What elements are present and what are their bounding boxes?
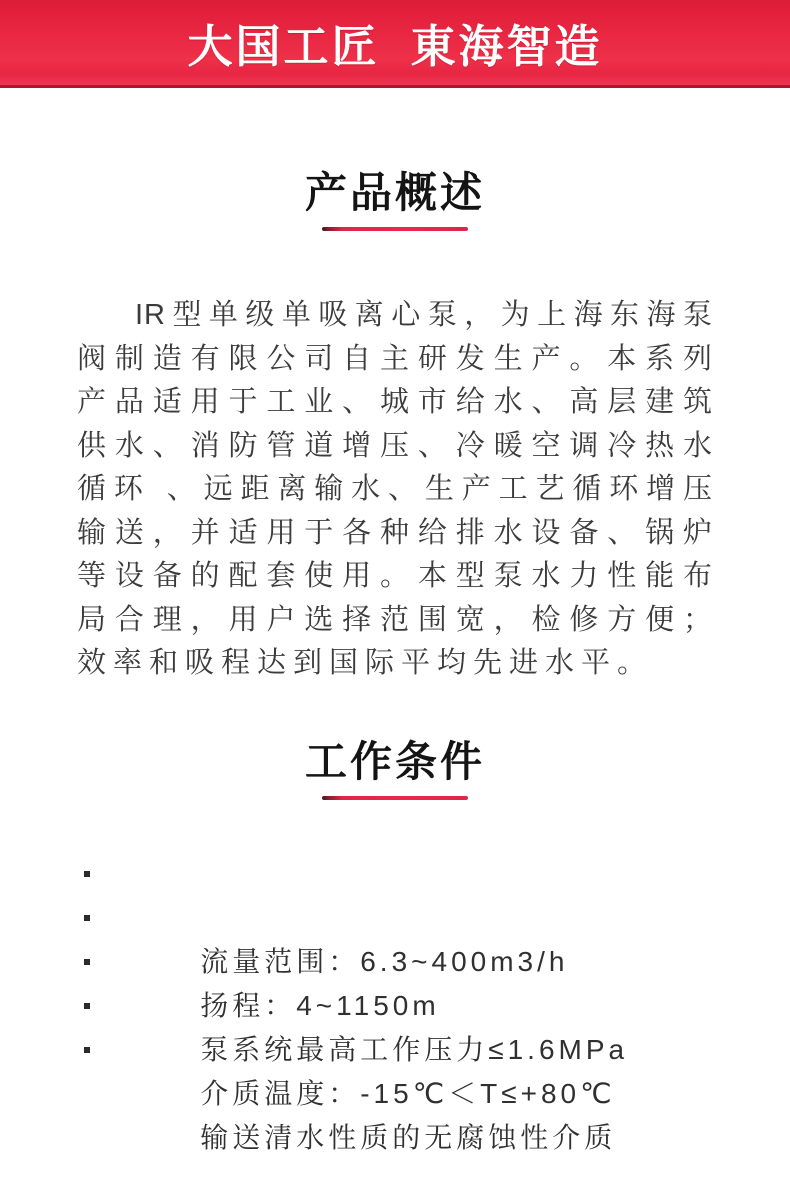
condition-text: 扬程：4~1150m bbox=[200, 989, 440, 1021]
paragraph-line: 供水、消防管道增压、冷暖空调冷热水 bbox=[77, 429, 713, 462]
bullet-dot-icon bbox=[84, 871, 90, 877]
paragraph-line: 局合理，用户选择范围宽，检修方便； bbox=[77, 603, 713, 636]
overview-section-title: 产品概述 bbox=[304, 169, 485, 216]
bullet-dot-icon bbox=[84, 1047, 90, 1053]
paragraph-line: 产品适用于工业、城市给水、高层建筑 bbox=[77, 386, 713, 418]
paragraph-line: 等设备的配套使用。本型泵水力性能布 bbox=[77, 560, 713, 592]
top-banner bbox=[0, 0, 790, 88]
conditions-section-title: 工作条件 bbox=[304, 737, 485, 785]
paragraph-line: 输送，并适用于各种给排水设备、锅炉 bbox=[77, 516, 713, 549]
condition-text: 泵系统最高工作压力≤1.6MPa bbox=[200, 1033, 629, 1065]
overview-paragraph bbox=[77, 294, 713, 686]
conditions-list bbox=[0, 852, 790, 1153]
paragraph-line: 阀制造有限公司自主研发生产。本系列 bbox=[77, 342, 713, 375]
paragraph-line: 效率和吸程达到国际平均先进水平。 bbox=[77, 647, 654, 679]
overview-title-underline bbox=[322, 227, 468, 231]
overview-section bbox=[0, 170, 790, 686]
condition-item bbox=[84, 852, 790, 977]
bullet-dot-icon bbox=[84, 1003, 90, 1009]
paragraph-line: 循环 、远距离输水、生产工艺循环增压 bbox=[77, 473, 713, 505]
bullet-dot-icon bbox=[84, 915, 90, 921]
conditions-title-underline bbox=[322, 796, 468, 800]
paragraph-line: IR型单级单吸离心泵，为上海东海泵 bbox=[135, 299, 713, 331]
condition-text: 输送清水性质的无腐蚀性介质 bbox=[200, 1121, 617, 1153]
condition-text: 介质温度：-15℃＜T≤+80℃ bbox=[200, 1077, 616, 1109]
bullet-dot-icon bbox=[84, 959, 90, 965]
banner-title: 大国工匠 東海智造 bbox=[187, 21, 603, 72]
condition-text: 流量范围：6.3~400m3/h bbox=[200, 945, 569, 977]
conditions-section bbox=[0, 737, 790, 1153]
